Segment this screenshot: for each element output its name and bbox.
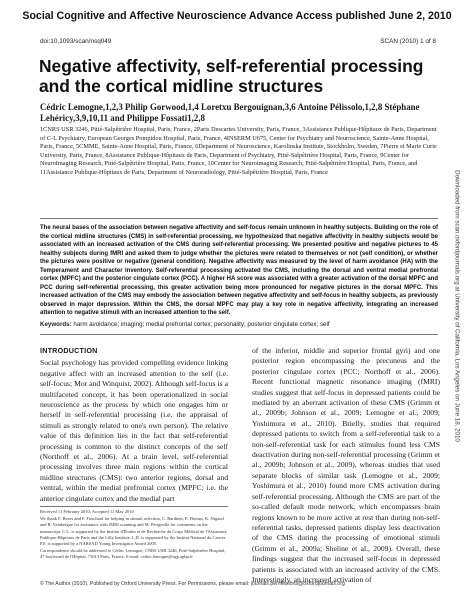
keywords-label: Keywords: [40, 321, 72, 328]
body-column-right [252, 346, 440, 585]
doi-label[interactable]: doi:10.1093/scan/nsq049 [40, 38, 112, 45]
footnote-received: Received 11 February 2010; Accepted 11 May 2010 [40, 509, 134, 514]
journal-page-label: SCAN (2010) 1 of 8 [380, 38, 436, 45]
keywords [40, 321, 438, 328]
footnote-correspondence: Correspondence should be addressed to Cédric Lemogne, CNRS USR 3246, Pitié-Salpêtrière Hospital, 47 boulevard de l'Hôpital, 75013 Paris, France. E-mail: cedric.lemogne@egp.aphp.fr [40, 548, 226, 560]
abstract: The neural bases of the association between negative affectivity and self-focus remain unknown in healthy subjects. Building on the role of the cortical midline structures (CMS) in self-referential processing, we hypothesized that negative affectivity in healthy subjects would be associated with an increased activation of the CMS during self-referential processing. We presented positive and negative pictures to 45 healthy subjects during fMRI and asked them to judge whether the pictures were related to themselves or not (self condition), or whether the pictures were positive or negative (general condition). Negative affectivity was measured by the level of harm avoidance (HA) with the Temperament and Character Inventory. Self-referential processing activated the CMS, including the dorsal and ventral medial prefrontal cortex (MPFC) and the posterior cingulate cortex (PCC). A higher HA score was associated with a greater activation of the dorsal MPFC and PCC during self-referential processing, this greater activation being more pronounced for negative pictures in the dorsal MPFC. This increased activation of the CMS may embody the association between negative affectivity and self-focus in healthy subjects, as previously observed in major depression. Within the CMS, the dorsal MPFC may play a key role in negative affectivity, integrating an increased attention to negative stimuli with an increased attention to the self. [40, 225, 438, 317]
footnotes [40, 509, 228, 562]
intro-paragraph: Social psychology has provided compelling evidence linking negative affect with an increased attention to the self (i.e. self-focus; Mor and Winquist, 2002). Although self-focus is a multifaceted concept, it has been operationalized in social neuroscience as the process by which one engages him or herself in self-referential processing (i.e. the appraisal of stimuli as strongly related to one's own person). The relative value of this definition lies in the fact that self-referential processing is common to the distinct concepts of the self (Northoff et al., 2006). At a brain level, self-referential processing involves three main regions within the cortical midline structures (CMS): two anterior regions, dorsal and ventral, within the medial prefrontal cortex (MPFC; i.e. the anterior cingulate cortex and the medial part [40, 358, 228, 503]
download-note[interactable]: Downloaded from scan.oxfordjournals.org at University of California, Los Angeles on June 18, 2010 [453, 170, 461, 442]
intro-paragraph-continued: of the inferior, middle and superior frontal gyri) and one posterior region encompassing the precuneus and the posterior cingulate cortex (PCC; Northoff et al., 2006). Recent functional magnetic resonance imaging (fMRI) studies suggest that self-focus in depressed patients could be mediated by an aberrant activation of these CMS (Grimm et al., 2009b; Johnson et al., 2009; Lemogne et al., 2009; Yoshimura et al., 2010). Briefly, studies that required depressed patients to switch from a self-referential task to a non-self-referential task for each stimulus found less CMS deactivation during non-self-referential processing (Grimm et al., 2009b; Johnson et al., 2009), whereas studies that used separate blocks of similar task (Lemogne et al., 2009; Yoshimura et al., 2010) found more CMS activation during self-referential processing. Although the CMS are part of the so-called default mode network, which encompasses brain regions known to be more active at rest than during non-self-referential tasks, depressed patients display less deactivation of the CMS during the processing of emotional stimuli (Grimm et al., 2009a; Sheline et al., 2009). Overall, these findings suggest that the increased self-focus in depressed patients is associated with an increased activity of the CMS. Interestingly, an increased activation of [252, 346, 440, 584]
footnote-rule [40, 506, 228, 507]
journal-banner: Social Cognitive and Affective Neuroscience Advance Access published June 2, 2010 [22, 10, 452, 22]
abstract-top-rule [40, 218, 438, 219]
affiliations: 1CNRS USR 3246, Pitié-Salpêtrière Hospital, Paris, France, 2Paris Descartes University, Paris, France, 3Assistance Publique-Hôpitaux de Paris, Department of C-L Psychiatry, European Georges Pompidou Hospital, Paris, France, 4INSERM U675, Center for Psychiatry and Neuroscience, Sainte-Anne Hospital, Paris, France, 5CMME, Sainte-Anne Hospital, Paris, France, 6Department of Neuroscience, Karolinska Institute, Stockholm, Sweden, 7Pierre et Marie Curie University, Paris, France, 8Assistance Publique-Hôpitaux de Paris, Department of Psychiatry, Pitié-Salpêtrière Hospital, Paris, France, 9Center for NeuroImaging Research, Pitié-Salpêtrière Hospital, Paris, France, 10Center for Neuroimaging Research, Pitié-Salpêtrière Hospital, Paris, France, and 11Assistance Publique-Hôpitaux de Paris, Department of Neuroradiology, Pitié-Salpêtrière Hospital, Paris, France [40, 126, 437, 176]
author-list: Cédric Lemogne,1,2,3 Philip Gorwood,1,4 Loretxu Bergouignan,3,6 Antoine Pélissolo,1,2,8 Stéphane Lehéricy,3,9,10,11 and Philippe Fossati1,2,8 [40, 102, 420, 123]
section-heading: INTRODUCTION [40, 346, 98, 355]
keywords-list: harm avoidance; imaging; medial prefrontal cortex; personality; posterior cingulate cortex; self [73, 321, 330, 328]
article-title: Negative affectivity, self-referential processing and the cortical midline structures [39, 56, 424, 96]
copyright-notice: © The Author (2010). Published by Oxford University Press. For Permissions, please email: journals.permissions@oxfordjournals.org [40, 581, 345, 587]
footnote-acknowledgements: We thank F. Bezes and F. Fouchard for helping in stimuli selection, C. Bardinet, E. Bertasi, K. Nigaud and R. Valabrègue for assistance with fMRI scanning and M. Pérignolle for comments on the manuscript. C.L. is supported by the Institut d'Études et de Recherche du Corps Médical de l'Assistance Publique-Hôpitaux de Paris and the Lilly Institute. L.B. is supported by the Institut National du Cancer. P.F. is supported by a NARSAD Young Investigator Award 2005. [40, 516, 227, 547]
body-column-left [40, 346, 228, 504]
abstract-bottom-rule [40, 334, 438, 335]
